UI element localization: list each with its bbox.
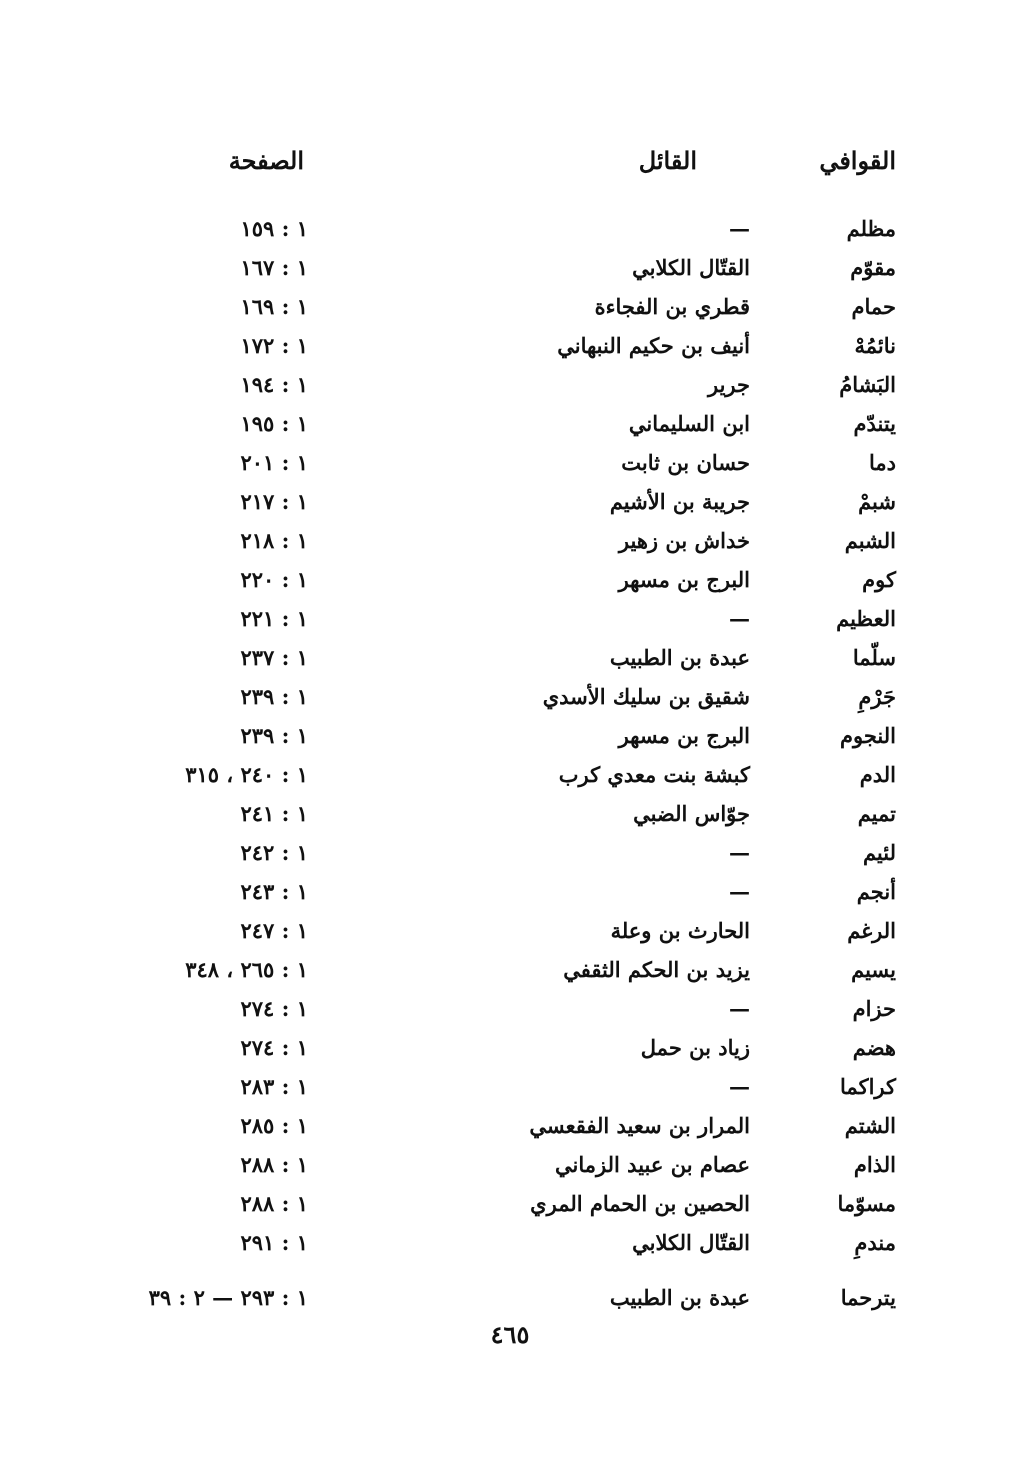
header-page: الصفحة bbox=[228, 146, 304, 175]
rhyme-cell: كراكما bbox=[840, 1074, 896, 1099]
poet-cell: عبدة بن الطبيب bbox=[609, 645, 750, 670]
poet-cell: عبدة بن الطبيب bbox=[609, 1285, 750, 1310]
poet-cell: — bbox=[729, 606, 750, 631]
poet-cell: المرار بن سعيد الفقعسي bbox=[529, 1113, 750, 1138]
page-ref-cell: ١ : ٢١٧ bbox=[240, 489, 308, 514]
poet-cell: البرج بن مسهر bbox=[618, 567, 750, 592]
rhyme-cell: يسيم bbox=[851, 957, 896, 982]
table-row bbox=[0, 911, 1020, 950]
page-ref-cell: ١ : ٢٩١ bbox=[240, 1230, 308, 1255]
rhyme-cell: الذام bbox=[853, 1152, 896, 1177]
page-ref-cell: ١ : ٢٦٥ ، ٣٤٨ bbox=[185, 957, 308, 982]
rhyme-cell: الرغم bbox=[847, 918, 896, 943]
page-ref-cell: ١ : ٢٤٢ bbox=[240, 840, 308, 865]
rhyme-cell: البَشامُ bbox=[839, 372, 896, 397]
table-row bbox=[0, 1278, 1020, 1317]
rhyme-cell: يتندّم bbox=[853, 411, 896, 436]
table-row bbox=[0, 404, 1020, 443]
poet-cell: يزيد بن الحكم الثقفي bbox=[563, 957, 750, 982]
table-header bbox=[0, 146, 1020, 186]
table-row bbox=[0, 287, 1020, 326]
table-row bbox=[0, 1184, 1020, 1223]
rhyme-cell: حمام bbox=[851, 294, 896, 319]
poet-cell: أنيف بن حكيم النبهاني bbox=[557, 333, 750, 358]
page-ref-cell: ١ : ١٩٥ bbox=[240, 411, 308, 436]
index-table bbox=[0, 209, 1020, 1317]
poet-cell: عصام بن عبيد الزماني bbox=[555, 1152, 750, 1177]
poet-cell: الحارث بن وعلة bbox=[610, 918, 750, 943]
poet-cell: شقيق بن سليك الأسدي bbox=[542, 684, 750, 709]
rhyme-cell: نائمُهْ bbox=[854, 333, 896, 358]
rhyme-cell: الشبم bbox=[844, 528, 896, 553]
page-ref-cell: ١ : ٢٤٣ bbox=[240, 879, 308, 904]
table-row bbox=[0, 365, 1020, 404]
page-ref-cell: ١ : ١٧٢ bbox=[240, 333, 308, 358]
poet-cell: القتّال الكلابي bbox=[632, 1230, 750, 1255]
table-row bbox=[0, 1223, 1020, 1262]
page-ref-cell: ١ : ١٦٩ bbox=[240, 294, 308, 319]
table-row bbox=[0, 950, 1020, 989]
rhyme-cell: هضم bbox=[852, 1035, 896, 1060]
page-ref-cell: ١ : ١٩٤ bbox=[240, 372, 308, 397]
rhyme-cell: مقوّم bbox=[850, 255, 896, 280]
rhyme-cell: مظلم bbox=[846, 216, 896, 241]
page-ref-cell: ١ : ٢٨٨ bbox=[240, 1191, 308, 1216]
table-row bbox=[0, 1145, 1020, 1184]
page-ref-cell: ١ : ٢٣٩ bbox=[240, 723, 308, 748]
table-row bbox=[0, 716, 1020, 755]
table-row bbox=[0, 989, 1020, 1028]
poet-cell: جرير bbox=[708, 372, 750, 397]
poet-cell: حسان بن ثابت bbox=[621, 450, 750, 475]
table-row bbox=[0, 794, 1020, 833]
poet-cell: قطري بن الفجاءة bbox=[594, 294, 750, 319]
page-ref-cell: ١ : ٢٢١ bbox=[240, 606, 308, 631]
table-row bbox=[0, 677, 1020, 716]
rhyme-cell: سلّما bbox=[852, 645, 896, 670]
page-ref-cell: ١ : ٢١٨ bbox=[240, 528, 308, 553]
table-row bbox=[0, 521, 1020, 560]
poet-cell: زياد بن حمل bbox=[640, 1035, 750, 1060]
page-ref-cell: ١ : ٢٨٨ bbox=[240, 1152, 308, 1177]
table-row bbox=[0, 248, 1020, 287]
rhyme-cell: العظيم bbox=[836, 606, 896, 631]
table-row bbox=[0, 209, 1020, 248]
poet-cell: — bbox=[729, 840, 750, 865]
rhyme-cell: كوم bbox=[862, 567, 896, 592]
rhyme-cell: تميم bbox=[857, 801, 896, 826]
poet-cell: خداش بن زهير bbox=[618, 528, 750, 553]
rhyme-cell: مسوّما bbox=[837, 1191, 896, 1216]
rhyme-cell: يترحما bbox=[840, 1285, 896, 1310]
page-ref-cell: ١ : ١٦٧ bbox=[240, 255, 308, 280]
rhyme-cell: مندمِ bbox=[854, 1230, 896, 1255]
table-row bbox=[0, 560, 1020, 599]
poet-cell: جوّاس الضبي bbox=[633, 801, 750, 826]
rhyme-cell: الدم bbox=[859, 762, 896, 787]
page-ref-cell: ١ : ٢٨٣ bbox=[240, 1074, 308, 1099]
page-number: ٤٦٥ bbox=[490, 1320, 530, 1349]
poet-cell: الحصين بن الحمام المري bbox=[530, 1191, 750, 1216]
rhyme-cell: شبمْ bbox=[858, 489, 896, 514]
poet-cell: — bbox=[729, 996, 750, 1021]
rhyme-cell: أنجم bbox=[856, 879, 896, 904]
poet-cell: كبشة بنت معدي كرب bbox=[558, 762, 750, 787]
poet-cell: — bbox=[729, 879, 750, 904]
rhyme-cell: دما bbox=[869, 450, 896, 475]
rhyme-cell: الشتم bbox=[844, 1113, 896, 1138]
table-row bbox=[0, 326, 1020, 365]
poet-cell: ابن السليماني bbox=[628, 411, 750, 436]
page-ref-cell: ١ : ٢٠١ bbox=[240, 450, 308, 475]
rhyme-cell: حزام bbox=[852, 996, 896, 1021]
table-row bbox=[0, 1106, 1020, 1145]
page-ref-cell: ١ : ٢٩٣ — ٢ : ٣٩ bbox=[148, 1285, 308, 1310]
page-ref-cell: ١ : ١٥٩ bbox=[240, 216, 308, 241]
table-row bbox=[0, 443, 1020, 482]
page-ref-cell: ١ : ٢٤٧ bbox=[240, 918, 308, 943]
rhyme-cell: النجوم bbox=[840, 723, 896, 748]
poet-cell: القتّال الكلابي bbox=[632, 255, 750, 280]
poet-cell: — bbox=[729, 1074, 750, 1099]
table-row bbox=[0, 482, 1020, 521]
table-row bbox=[0, 638, 1020, 677]
rhyme-cell: لئيم bbox=[862, 840, 896, 865]
page-ref-cell: ١ : ٢٧٤ bbox=[240, 1035, 308, 1060]
table-row bbox=[0, 1067, 1020, 1106]
page-ref-cell: ١ : ٢٣٧ bbox=[240, 645, 308, 670]
page-ref-cell: ١ : ٢٨٥ bbox=[240, 1113, 308, 1138]
page-ref-cell: ١ : ٢٢٠ bbox=[240, 567, 308, 592]
page-ref-cell: ١ : ٢٣٩ bbox=[240, 684, 308, 709]
poet-cell: البرج بن مسهر bbox=[618, 723, 750, 748]
header-poet: القائل bbox=[638, 146, 697, 175]
table-row bbox=[0, 755, 1020, 794]
header-rhymes: القوافي bbox=[819, 146, 896, 175]
table-row bbox=[0, 1028, 1020, 1067]
table-row bbox=[0, 872, 1020, 911]
table-row bbox=[0, 833, 1020, 872]
page-ref-cell: ١ : ٢٧٤ bbox=[240, 996, 308, 1021]
page-ref-cell: ١ : ٢٤٠ ، ٣١٥ bbox=[185, 762, 308, 787]
poet-cell: — bbox=[729, 216, 750, 241]
page-ref-cell: ١ : ٢٤١ bbox=[240, 801, 308, 826]
table-row bbox=[0, 599, 1020, 638]
rhyme-cell: جَرْمِ bbox=[858, 684, 896, 709]
poet-cell: جريبة بن الأشيم bbox=[609, 489, 750, 514]
